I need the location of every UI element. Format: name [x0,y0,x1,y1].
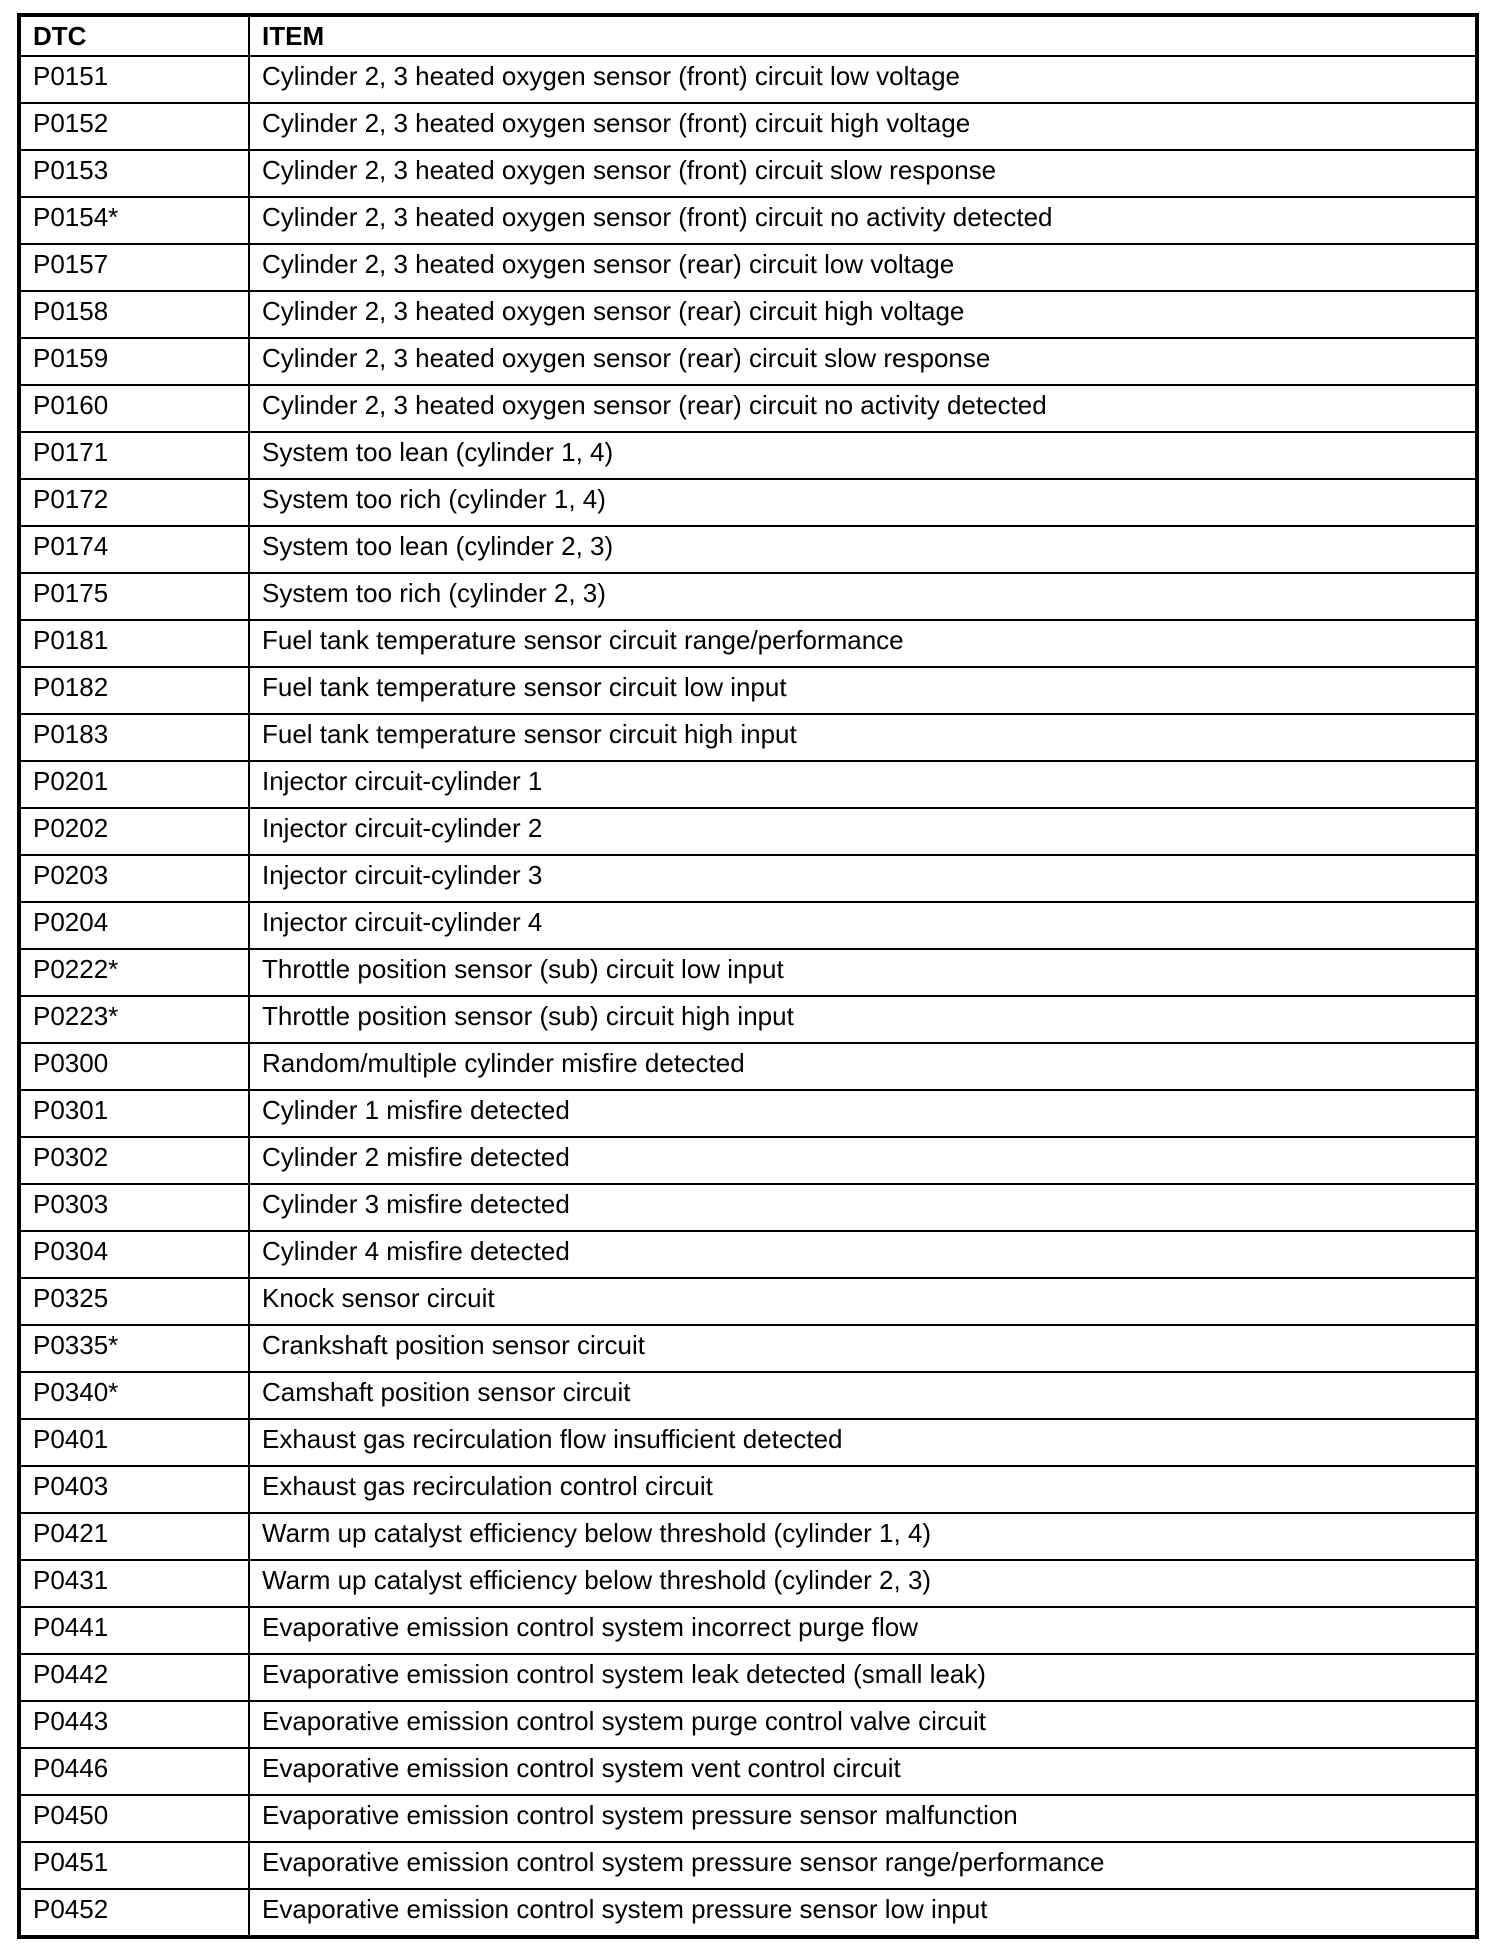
item-cell: Cylinder 2 misfire detected [249,1137,1477,1184]
item-cell: Exhaust gas recirculation flow insufficient detected [249,1419,1477,1466]
dtc-cell: P0325 [19,1278,249,1325]
dtc-cell: P0171 [19,432,249,479]
item-cell: Cylinder 2, 3 heated oxygen sensor (front) circuit no activity detected [249,197,1477,244]
item-cell: Fuel tank temperature sensor circuit range/performance [249,620,1477,667]
table-row [19,526,1477,573]
item-cell: Evaporative emission control system pressure sensor range/performance [249,1842,1477,1889]
item-cell: Cylinder 2, 3 heated oxygen sensor (front) circuit low voltage [249,56,1477,103]
item-cell: Throttle position sensor (sub) circuit high input [249,996,1477,1043]
dtc-cell: P0174 [19,526,249,573]
dtc-cell: P0222* [19,949,249,996]
table-row [19,1701,1477,1748]
dtc-cell: P0300 [19,1043,249,1090]
table-row [19,385,1477,432]
item-cell: System too lean (cylinder 1, 4) [249,432,1477,479]
item-column-header: ITEM [249,15,1477,56]
dtc-cell: P0182 [19,667,249,714]
dtc-cell: P0223* [19,996,249,1043]
item-cell: Evaporative emission control system leak detected (small leak) [249,1654,1477,1701]
table-row [19,855,1477,902]
table-row [19,1137,1477,1184]
table-row [19,1043,1477,1090]
item-cell: Injector circuit-cylinder 3 [249,855,1477,902]
dtc-cell: P0335* [19,1325,249,1372]
item-cell: Fuel tank temperature sensor circuit low input [249,667,1477,714]
dtc-cell: P0153 [19,150,249,197]
item-cell: Cylinder 2, 3 heated oxygen sensor (rear) circuit no activity detected [249,385,1477,432]
dtc-cell: P0451 [19,1842,249,1889]
dtc-cell: P0159 [19,338,249,385]
item-cell: Camshaft position sensor circuit [249,1372,1477,1419]
dtc-cell: P0172 [19,479,249,526]
item-cell: Crankshaft position sensor circuit [249,1325,1477,1372]
table-row [19,620,1477,667]
table-row [19,432,1477,479]
table-row [19,244,1477,291]
table-row [19,1278,1477,1325]
item-cell: Random/multiple cylinder misfire detected [249,1043,1477,1090]
dtc-table-header [19,15,1477,56]
dtc-cell: P0154* [19,197,249,244]
table-row [19,103,1477,150]
table-row [19,1889,1477,1937]
table-row [19,1231,1477,1278]
table-row [19,1325,1477,1372]
table-row [19,56,1477,103]
item-cell: Cylinder 2, 3 heated oxygen sensor (rear) circuit low voltage [249,244,1477,291]
table-row [19,808,1477,855]
table-row [19,1513,1477,1560]
item-cell: Fuel tank temperature sensor circuit high input [249,714,1477,761]
table-row [19,949,1477,996]
dtc-cell: P0431 [19,1560,249,1607]
item-cell: System too rich (cylinder 2, 3) [249,573,1477,620]
dtc-cell: P0204 [19,902,249,949]
table-row [19,1560,1477,1607]
dtc-cell: P0340* [19,1372,249,1419]
dtc-cell: P0403 [19,1466,249,1513]
table-row [19,1654,1477,1701]
table-row [19,667,1477,714]
table-row [19,1795,1477,1842]
dtc-cell: P0175 [19,573,249,620]
dtc-cell: P0450 [19,1795,249,1842]
item-cell: Cylinder 4 misfire detected [249,1231,1477,1278]
item-cell: Evaporative emission control system incorrect purge flow [249,1607,1477,1654]
dtc-cell: P0301 [19,1090,249,1137]
table-row [19,902,1477,949]
table-row [19,1748,1477,1795]
item-cell: Evaporative emission control system pressure sensor low input [249,1889,1477,1937]
dtc-cell: P0202 [19,808,249,855]
dtc-cell: P0303 [19,1184,249,1231]
item-cell: Injector circuit-cylinder 2 [249,808,1477,855]
table-row [19,197,1477,244]
item-cell: Evaporative emission control system purge control valve circuit [249,1701,1477,1748]
item-cell: Cylinder 2, 3 heated oxygen sensor (rear) circuit slow response [249,338,1477,385]
table-row [19,996,1477,1043]
table-row [19,1607,1477,1654]
item-cell: System too rich (cylinder 1, 4) [249,479,1477,526]
dtc-cell: P0441 [19,1607,249,1654]
dtc-cell: P0446 [19,1748,249,1795]
item-cell: Cylinder 2, 3 heated oxygen sensor (rear) circuit high voltage [249,291,1477,338]
table-row [19,714,1477,761]
table-row [19,338,1477,385]
item-cell: System too lean (cylinder 2, 3) [249,526,1477,573]
table-row [19,291,1477,338]
dtc-cell: P0203 [19,855,249,902]
dtc-cell: P0160 [19,385,249,432]
item-cell: Injector circuit-cylinder 4 [249,902,1477,949]
item-cell: Evaporative emission control system vent control circuit [249,1748,1477,1795]
table-row [19,1842,1477,1889]
dtc-cell: P0442 [19,1654,249,1701]
table-row [19,1466,1477,1513]
table-row [19,1419,1477,1466]
table-row [19,1184,1477,1231]
table-row [19,479,1477,526]
table-row [19,1090,1477,1137]
table-row [19,1372,1477,1419]
table-row [19,573,1477,620]
item-cell: Warm up catalyst efficiency below threshold (cylinder 1, 4) [249,1513,1477,1560]
dtc-cell: P0401 [19,1419,249,1466]
table-row [19,150,1477,197]
dtc-cell: P0302 [19,1137,249,1184]
dtc-cell: P0152 [19,103,249,150]
dtc-cell: P0443 [19,1701,249,1748]
item-cell: Warm up catalyst efficiency below threshold (cylinder 2, 3) [249,1560,1477,1607]
dtc-cell: P0158 [19,291,249,338]
dtc-cell: P0157 [19,244,249,291]
item-cell: Knock sensor circuit [249,1278,1477,1325]
dtc-table-body [19,56,1477,1937]
header-row [19,15,1477,56]
item-cell: Cylinder 2, 3 heated oxygen sensor (front) circuit high voltage [249,103,1477,150]
item-cell: Cylinder 3 misfire detected [249,1184,1477,1231]
dtc-cell: P0201 [19,761,249,808]
dtc-cell: P0304 [19,1231,249,1278]
table-row [19,761,1477,808]
dtc-cell: P0181 [19,620,249,667]
item-cell: Throttle position sensor (sub) circuit low input [249,949,1477,996]
dtc-column-header: DTC [19,15,249,56]
dtc-cell: P0421 [19,1513,249,1560]
dtc-cell: P0183 [19,714,249,761]
dtc-cell: P0452 [19,1889,249,1937]
item-cell: Cylinder 1 misfire detected [249,1090,1477,1137]
item-cell: Exhaust gas recirculation control circuit [249,1466,1477,1513]
item-cell: Evaporative emission control system pressure sensor malfunction [249,1795,1477,1842]
dtc-cell: P0151 [19,56,249,103]
item-cell: Cylinder 2, 3 heated oxygen sensor (front) circuit slow response [249,150,1477,197]
item-cell: Injector circuit-cylinder 1 [249,761,1477,808]
dtc-table [17,13,1479,1939]
